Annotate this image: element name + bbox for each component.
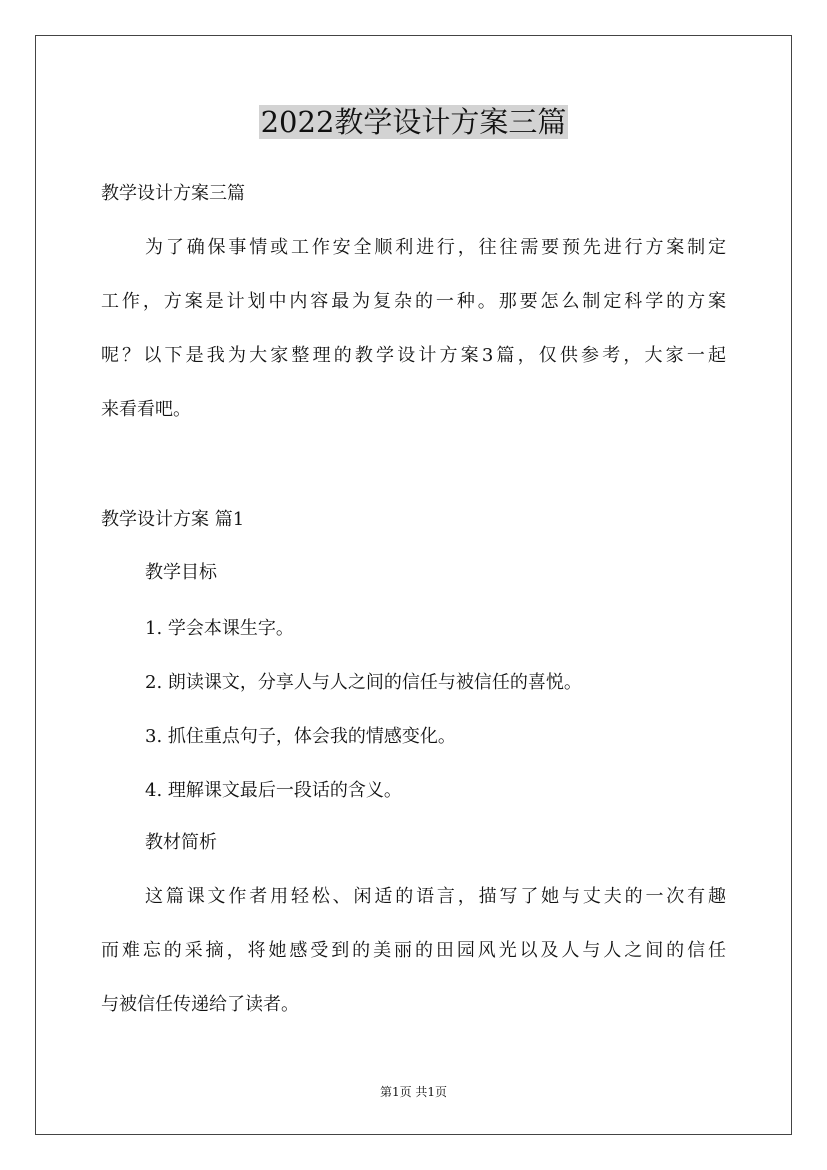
analysis-heading: 教材简析 — [145, 832, 217, 853]
goal-item-1: 1. 学会本课生字。 — [145, 618, 294, 639]
document-title-text: 2022教学设计方案三篇 — [260, 105, 567, 139]
analysis-line-1: 这篇课文作者用轻松、闲适的语言，描写了她与丈夫的一次有趣 — [145, 886, 726, 907]
intro-line-4: 来看看吧。 — [101, 399, 191, 420]
goals-heading: 教学目标 — [145, 562, 217, 583]
intro-line-3: 呢？以下是我为大家整理的教学设计方案3篇，仅供参考，大家一起 — [101, 345, 726, 366]
goal-item-4: 4. 理解课文最后一段话的含义。 — [145, 780, 402, 801]
document-subtitle: 教学设计方案三篇 — [101, 183, 245, 204]
page-footer: 第1页 共1页 — [379, 1085, 448, 1099]
document-title — [0, 100, 827, 144]
intro-line-1: 为了确保事情或工作安全顺利进行，往往需要预先进行方案制定 — [145, 237, 726, 258]
section-heading: 教学设计方案 篇1 — [101, 509, 245, 530]
intro-line-2: 工作，方案是计划中内容最为复杂的一种。那要怎么制定科学的方案 — [101, 291, 726, 312]
goal-item-3: 3. 抓住重点句子，体会我的情感变化。 — [145, 726, 456, 747]
analysis-line-2: 而难忘的采摘，将她感受到的美丽的田园风光以及人与人之间的信任 — [101, 940, 726, 961]
analysis-line-3: 与被信任传递给了读者。 — [101, 994, 299, 1015]
goal-item-2: 2. 朗读课文，分享人与人之间的信任与被信任的喜悦。 — [145, 672, 582, 693]
